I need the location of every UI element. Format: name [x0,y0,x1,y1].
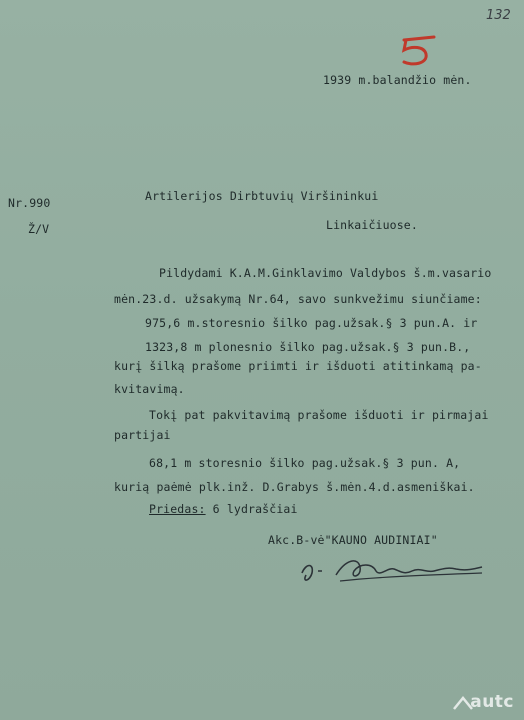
watermark: autc [470,692,514,712]
attachments [149,502,298,516]
body-line-10: kurią paėmė plk.inž. D.Grabys š.mėn.4.d.asmeniškai. [114,480,475,494]
body-line-5: kurį šilką prašome priimti ir išduoti atitinkamą pa- [114,359,482,373]
body-line-1: Pildydami K.A.M.Ginklavimo Valdybos š.m.vasario [159,266,492,280]
red-handwritten-number [396,34,440,68]
body-line-8: partijai [114,428,171,442]
letter-date: 1939 m.balandžio mėn. [323,73,472,87]
body-line-3: 975,6 m.storesnio šilko pag.užsak.§ 3 pun.A. ir [145,316,478,330]
archive-page-number: 132 [486,8,511,23]
body-line-4: 1323,8 m plonesnio šilko pag.užsak.§ 3 pun.B., [145,340,471,354]
body-line-7: Tokį pat pakvitavimą prašome išduoti ir pirmajai [149,408,489,422]
handwritten-signature [296,553,486,587]
reference-number: Nr.990 [8,196,51,210]
company-name: Akc.B-vė"KAUNO AUDINIAI" [268,533,438,547]
addressee: Artilerijos Dirbtuvių Viršininkui [145,189,379,203]
addressee-place: Linkaičiuose. [326,218,418,232]
body-line-6: kvitavimą. [114,382,185,396]
body-line-9: 68,1 m storesnio šilko pag.užsak.§ 3 pun. A, [149,456,461,470]
attachments-text: 6 lydraščiai [205,502,298,516]
attachments-label: Priedas: [149,502,206,516]
reference-sub: Ž/V [28,222,50,236]
body-line-2: mėn.23.d. užsakymą Nr.64, savo sunkvežimu siunčiame: [114,292,482,306]
